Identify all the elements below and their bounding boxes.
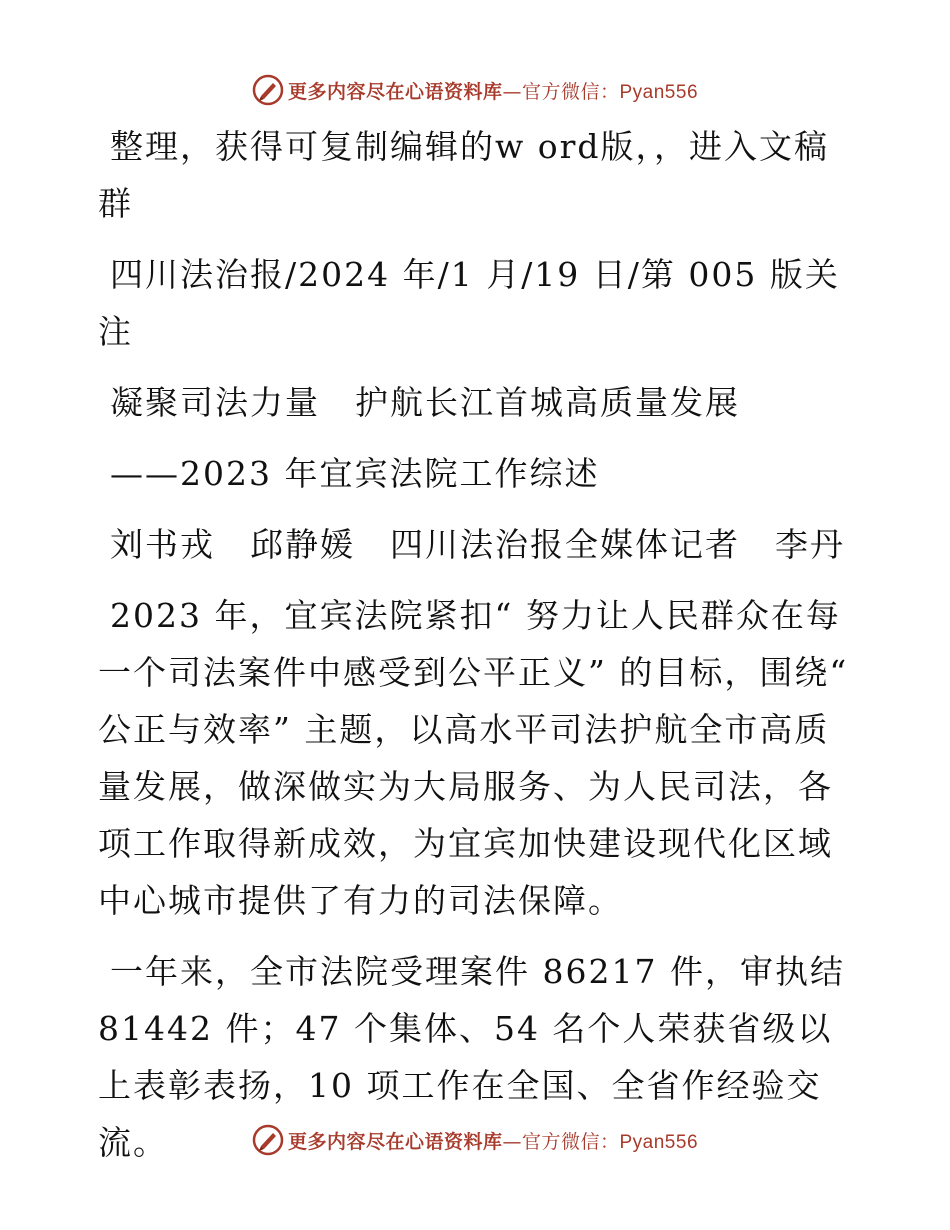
watermark-dash: —	[502, 1130, 522, 1153]
source-line: 四川法治报/2024 年/1 月/19 日/第 005 版关注	[98, 255, 840, 351]
headline: 凝聚司法力量 护航长江首城高质量发展	[110, 383, 740, 422]
watermark-header	[0, 70, 950, 110]
byline: 刘书戎 邱静媛 四川法治报全媒体记者 李丹	[110, 525, 845, 564]
pen-logo-icon	[252, 74, 284, 106]
subheadline: ——2023 年宜宾法院工作综述	[110, 454, 600, 493]
paragraph-2: 一年来，全市法院受理案件 86217 件，审执结 81442 件；47 个集体、54 名个人荣获省级以上表彰表扬，10 项工作在全国、全省作经验交流。	[98, 952, 845, 1162]
watermark-main-text: 更多内容尽在心语资料库	[287, 1130, 503, 1153]
watermark-label: 官方微信：	[521, 1130, 620, 1153]
watermark-dash: —	[502, 80, 522, 103]
document-body	[98, 118, 850, 1185]
watermark-label: 官方微信：	[521, 80, 620, 103]
watermark-footer	[0, 1120, 950, 1160]
intro-text: 整理，获得可复制编辑的w ord版，，进入文稿群	[98, 127, 830, 223]
watermark-id: Pyan556	[619, 1131, 699, 1153]
pen-logo-icon	[252, 1124, 284, 1156]
paragraph-1: 2023 年，宜宾法院紧扣“ 努力让人民群众在每一个司法案件中感受到公平正义” 的目标，围绕“ 公正与效率” 主题，以高水平司法护航全市高质量发展，做深做实为大局服务、为人民司法，各项工作取得新成效，为宜宾加快建设现代化区域中心城市提供了有力的司法保障。	[98, 596, 849, 920]
watermark-main-text: 更多内容尽在心语资料库	[287, 80, 503, 103]
watermark-id: Pyan556	[619, 81, 699, 103]
